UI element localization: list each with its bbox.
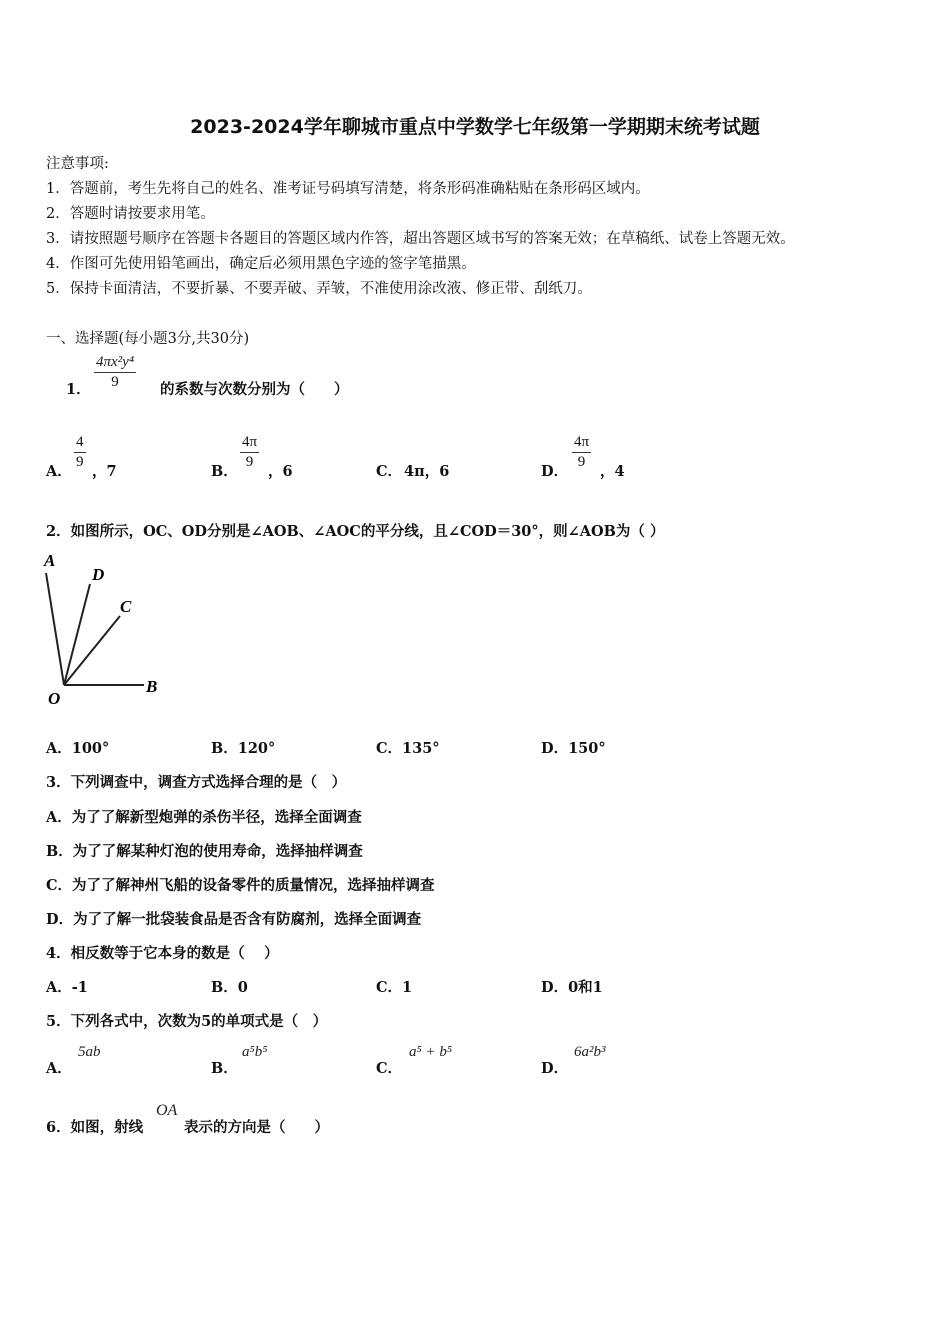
point-o-label: O — [48, 689, 61, 708]
q6-prefix: 6．如图，射线 — [46, 1119, 144, 1136]
q1-option-b-denominator: 9 — [245, 454, 254, 470]
q5-option-c-label: C． — [376, 1060, 403, 1077]
q4-text: 4．相反数等于它本身的数是（ ） — [46, 945, 279, 962]
q1-option-d-fraction — [572, 434, 591, 471]
q5-text: 5．下列各式中，次数为5的单项式是（ ） — [46, 1013, 328, 1030]
notice-item: 3．请按照题号顺序在答题卡各题目的答题区域内作答，超出答题区域书写的答案无效；在草稿纸、试卷上答题无效。 — [46, 231, 795, 247]
q1-fraction-numerator: 4πx²y⁴ — [94, 354, 136, 373]
notice-item: 1．答题前，考生先将自己的姓名、准考证号码填写清楚，将条形码准确粘贴在条形码区域内。 — [46, 181, 650, 197]
q4-option-b: B．0 — [211, 979, 248, 996]
q3-option-a: A．为了了解新型炮弹的杀伤半径，选择全面调查 — [46, 809, 362, 826]
q6-ray-label: OA — [156, 1102, 178, 1119]
point-d-label: D — [92, 565, 105, 584]
q2-option-b: B．120° — [211, 740, 276, 757]
q5-option-a-expr: 5ab — [78, 1044, 101, 1060]
q1-option-a-fraction — [74, 434, 86, 471]
q5-option-a-label: A． — [46, 1060, 72, 1077]
notice-item: 2．答题时请按要求用笔。 — [46, 206, 215, 222]
q2-option-d: D．150° — [541, 740, 606, 757]
q1-option-a-rest: ，7 — [92, 463, 117, 480]
q1-fraction — [94, 354, 136, 391]
q1-number: 1． — [66, 381, 91, 398]
section-heading: 一、选择题(每小题3分,共30分) — [46, 331, 250, 347]
q1-option-a-denominator: 9 — [76, 454, 84, 470]
q5-option-d-expr: 6a²b³ — [574, 1044, 606, 1060]
q1-option-c-label: C． — [376, 463, 403, 480]
q1-text: 的系数与次数分别为（ ） — [160, 381, 349, 398]
q2-text: 2．如图所示，OC、OD分别是∠AOB、∠AOC的平分线，且∠COD＝30°，则∠AOB为（ ） — [46, 523, 665, 540]
q5-option-d-label: D． — [541, 1060, 569, 1077]
q1-option-b-label: B． — [211, 463, 238, 480]
q1-option-b-numerator: 4π — [240, 434, 259, 453]
point-b-label: B — [146, 677, 158, 696]
q3-option-d: D．为了了解一批袋装食品是否含有防腐剂，选择全面调查 — [46, 911, 422, 928]
q4-option-c: C．1 — [376, 979, 413, 996]
q1-option-a-numerator: 4 — [74, 434, 86, 453]
q2-option-a: A．100° — [46, 740, 110, 757]
q3-option-b: B．为了了解某种灯泡的使用寿命，选择抽样调查 — [46, 843, 363, 860]
q5-option-b-expr: a⁵b⁵ — [242, 1044, 268, 1060]
notice-item: 4．作图可先使用铅笔画出，确定后必须用黑色字迹的签字笔描黑。 — [46, 256, 476, 272]
q6-suffix: 表示的方向是（ ） — [184, 1119, 329, 1136]
q1-option-b-rest: ，6 — [268, 463, 293, 480]
q2-option-c: C．135° — [376, 740, 440, 757]
q1-fraction-denominator: 9 — [111, 374, 119, 390]
point-a-label: A — [44, 551, 56, 570]
q5-option-b-label: B． — [211, 1060, 238, 1077]
q1-option-d-label: D． — [541, 463, 569, 480]
q1-option-d-rest: ，4 — [600, 463, 625, 480]
q1-option-b-fraction — [240, 434, 259, 471]
ray-oa — [46, 573, 64, 685]
q1-option-c-text: 4π，6 — [404, 463, 450, 480]
q3-text: 3．下列调查中，调查方式选择合理的是（ ） — [46, 774, 347, 791]
q4-option-d: D．0和1 — [541, 979, 603, 996]
page-title: 2023-2024学年聊城市重点中学数学七年级第一学期期末统考试题 — [190, 116, 760, 138]
q3-option-c: C．为了了解神州飞船的设备零件的质量情况，选择抽样调查 — [46, 877, 435, 894]
q1-option-d-numerator: 4π — [572, 434, 591, 453]
q1-option-d-denominator: 9 — [577, 454, 586, 470]
notice-item: 5．保持卡面清洁，不要折暴、不要弄破、弄皱，不准使用涂改液、修正带、刮纸刀。 — [46, 281, 592, 297]
q5-option-c-expr: a⁵ + b⁵ — [409, 1044, 453, 1060]
q4-option-a: A．-1 — [46, 979, 88, 996]
point-c-label: C — [120, 597, 132, 616]
q1-option-a-label: A． — [46, 463, 72, 480]
angle-diagram — [40, 548, 170, 708]
notice-heading: 注意事项: — [46, 156, 109, 172]
